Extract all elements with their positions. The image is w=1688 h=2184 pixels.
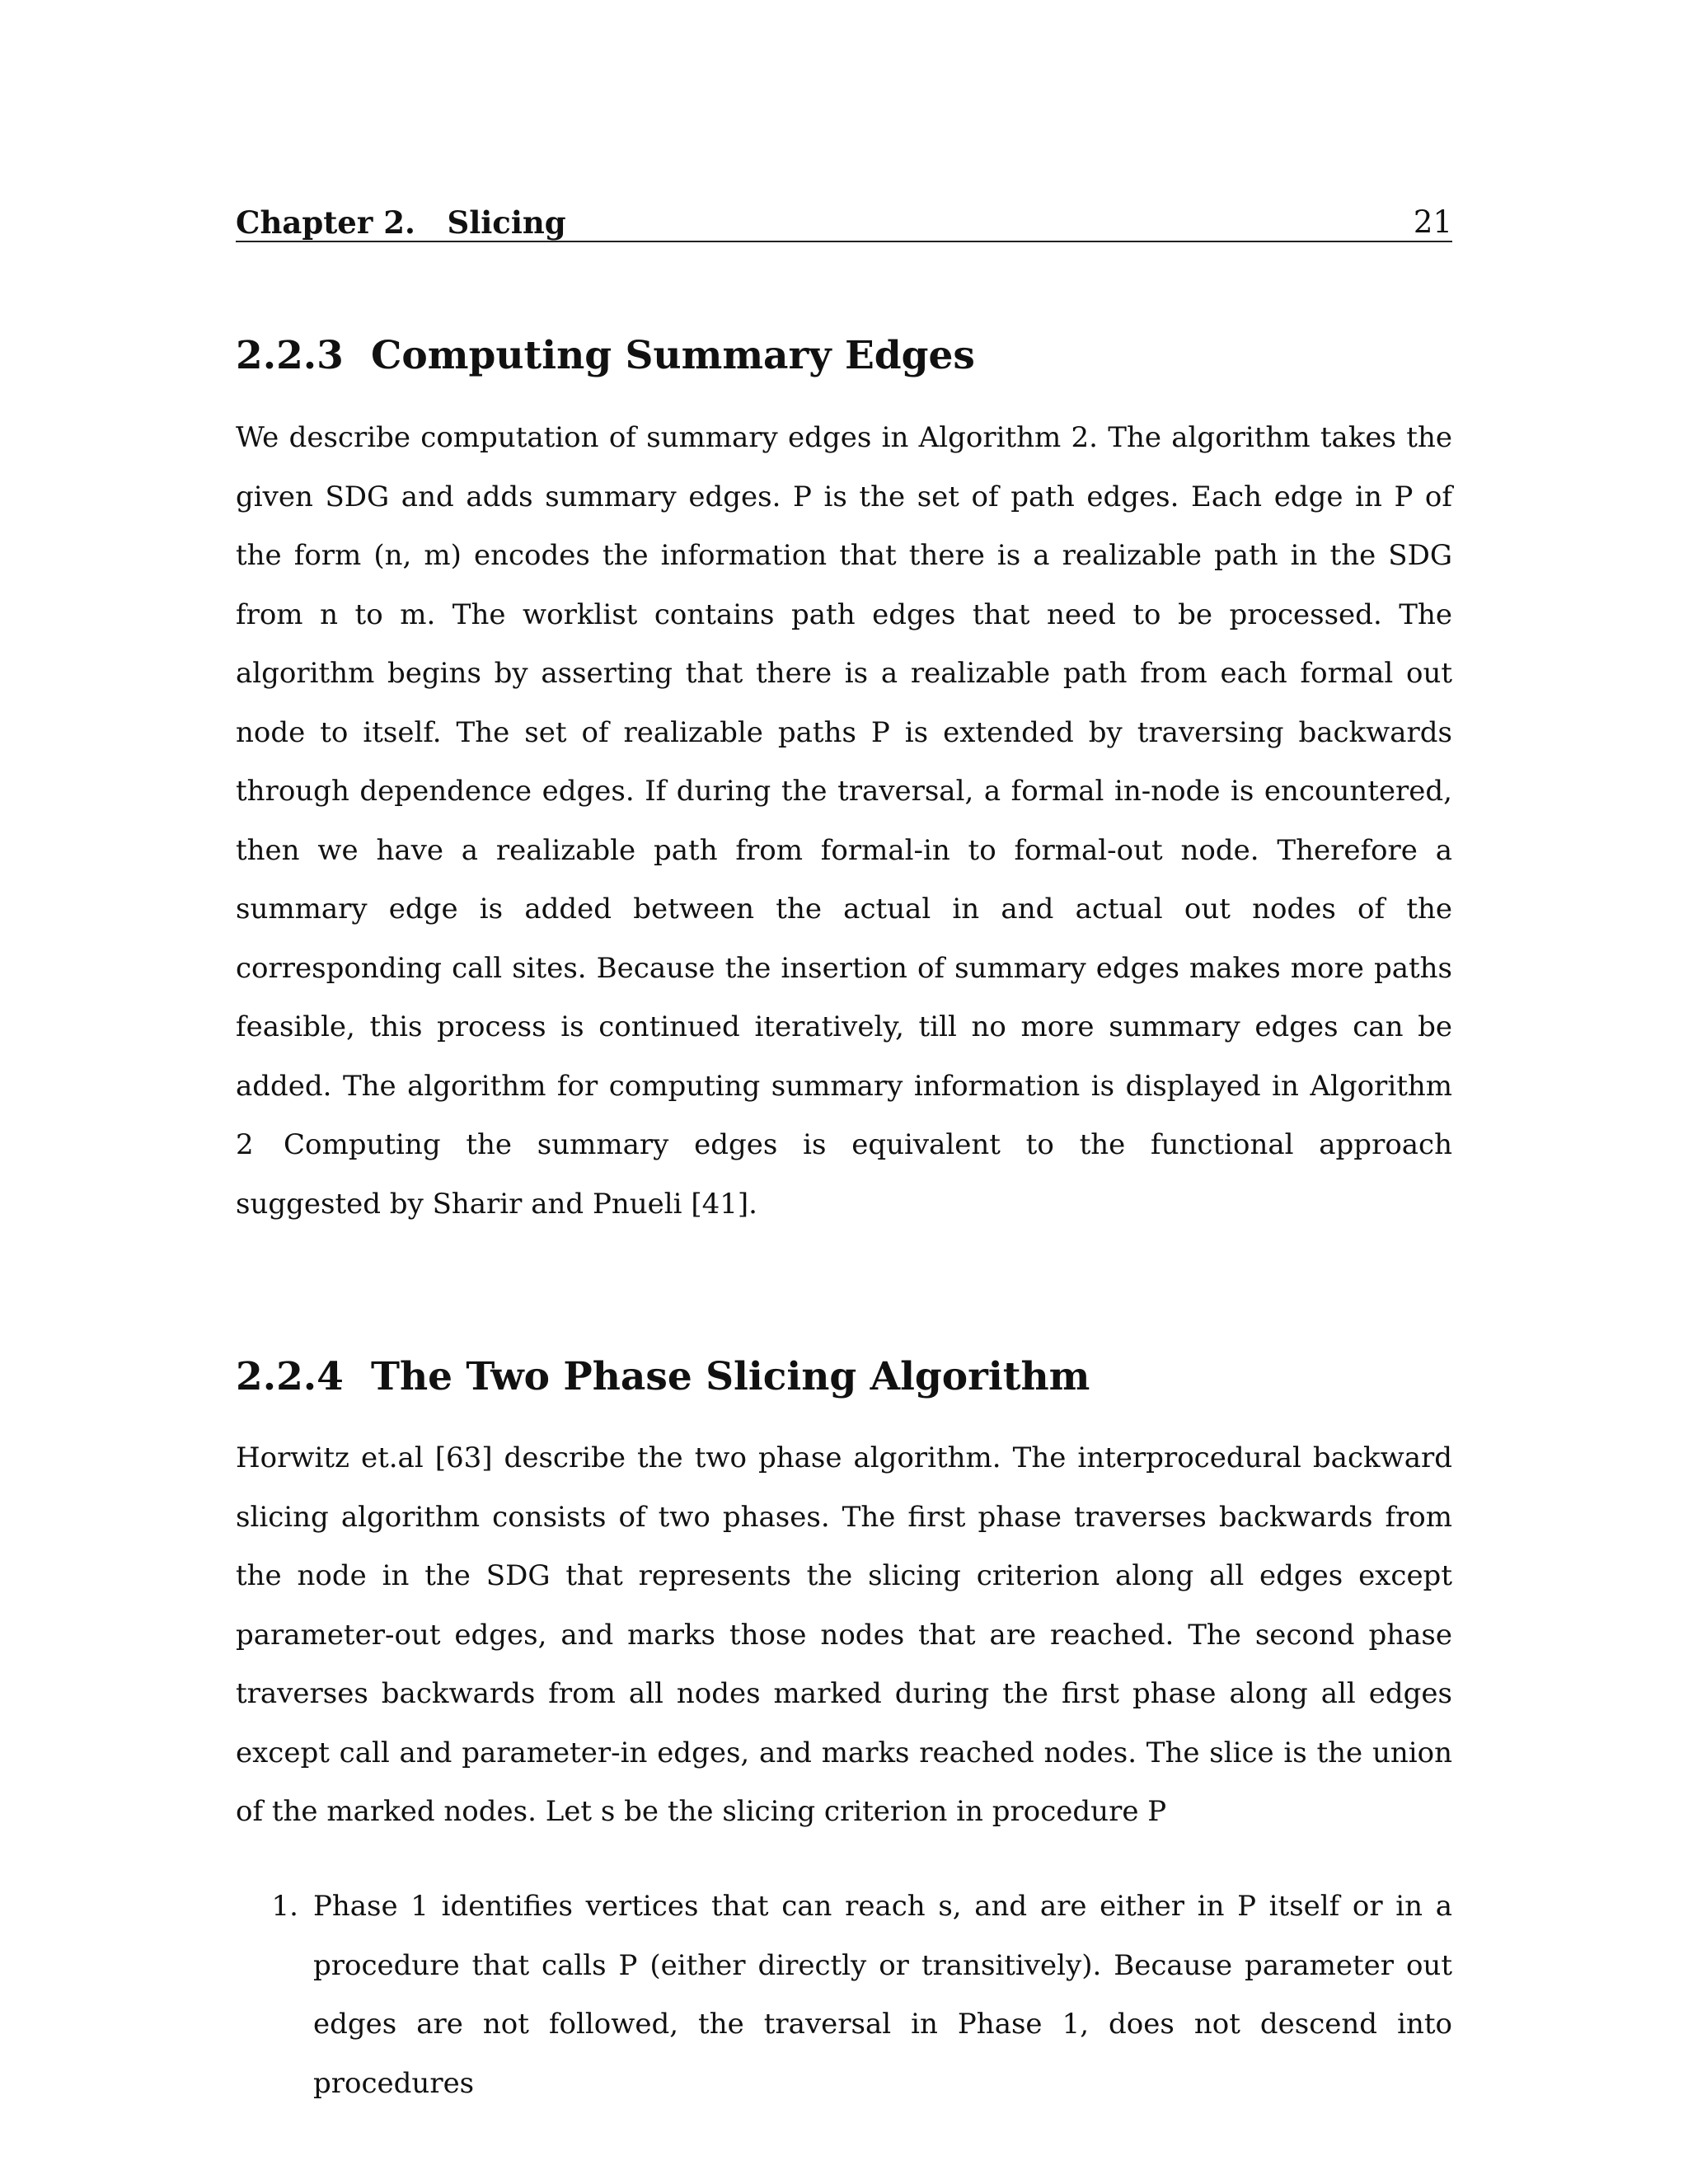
- list-item-text: Phase 1 identifies vertices that can reach s, and are either in P itself or in a procedure that calls P (either directly or transitively). Because parameter out edges are not followed, the traversal in Phase 1, does not descend into procedures: [313, 1890, 1452, 2100]
- section-number: 2.2.4: [236, 1354, 344, 1399]
- list-marker: 1.: [271, 1890, 298, 1923]
- page-number: 21: [1413, 204, 1452, 240]
- section-heading-2-2-3: [236, 333, 975, 379]
- paragraph-two-phase: [236, 1429, 1452, 1842]
- paragraph-summary-edges: [236, 409, 1452, 1175]
- running-header: [236, 198, 1452, 242]
- paragraph-text: Computing the summary edges is equivalent to the functional approach suggested by Sharir and Pnueli [41].: [236, 1128, 1452, 1221]
- list-item: [236, 1877, 1452, 2113]
- paragraph-text: Horwitz et.al [63] describe the two phase algorithm. The interprocedural backward slicing algorithm consists of two phases. The first phase traverses backwards from the node in the SDG that represents the slicing criterion along all edges except parameter-out edges, and marks those nodes that are reached. The second phase traverses backwards from all nodes marked during the first phase along all edges except call and parameter-in edges, and marks reached nodes. The slice is the union of the marked nodes. Let s be the slicing criterion in procedure P: [236, 1441, 1452, 1828]
- section-title-text: The Two Phase Slicing Algorithm: [371, 1354, 1090, 1399]
- section-heading-2-2-4: [236, 1354, 1090, 1400]
- paragraph-functional-approach: [236, 1116, 1452, 1234]
- section-number: 2.2.3: [236, 333, 344, 378]
- section-title-text: Computing Summary Edges: [371, 333, 975, 378]
- phase-list: [236, 1877, 1452, 2113]
- paragraph-text: We describe computation of summary edges in Algorithm 2. The algorithm takes the given SDG and adds summary edges. P is the set of path edges. Each edge in P of the form (n, m) encodes the information that there is a realizable path in the SDG from n to m. The worklist contains path edges that need to be processed. The algorithm begins by asserting that there is a realizable path from each formal out node to itself. The set of realizable paths P is extended by traversing backwards through dependence edges. If during the traversal, a formal in-node is encountered, then we have a realizable path from formal-in to formal-out node. Therefore a summary edge is added between the actual in and actual out nodes of the corresponding call sites. Because the insertion of summary edges makes more paths feasible, this process is continued iteratively, till no more summary edges can be added. The algorithm for computing summary information is displayed in Algorithm 2: [236, 421, 1452, 1161]
- chapter-title: Chapter 2. Slicing: [236, 204, 566, 241]
